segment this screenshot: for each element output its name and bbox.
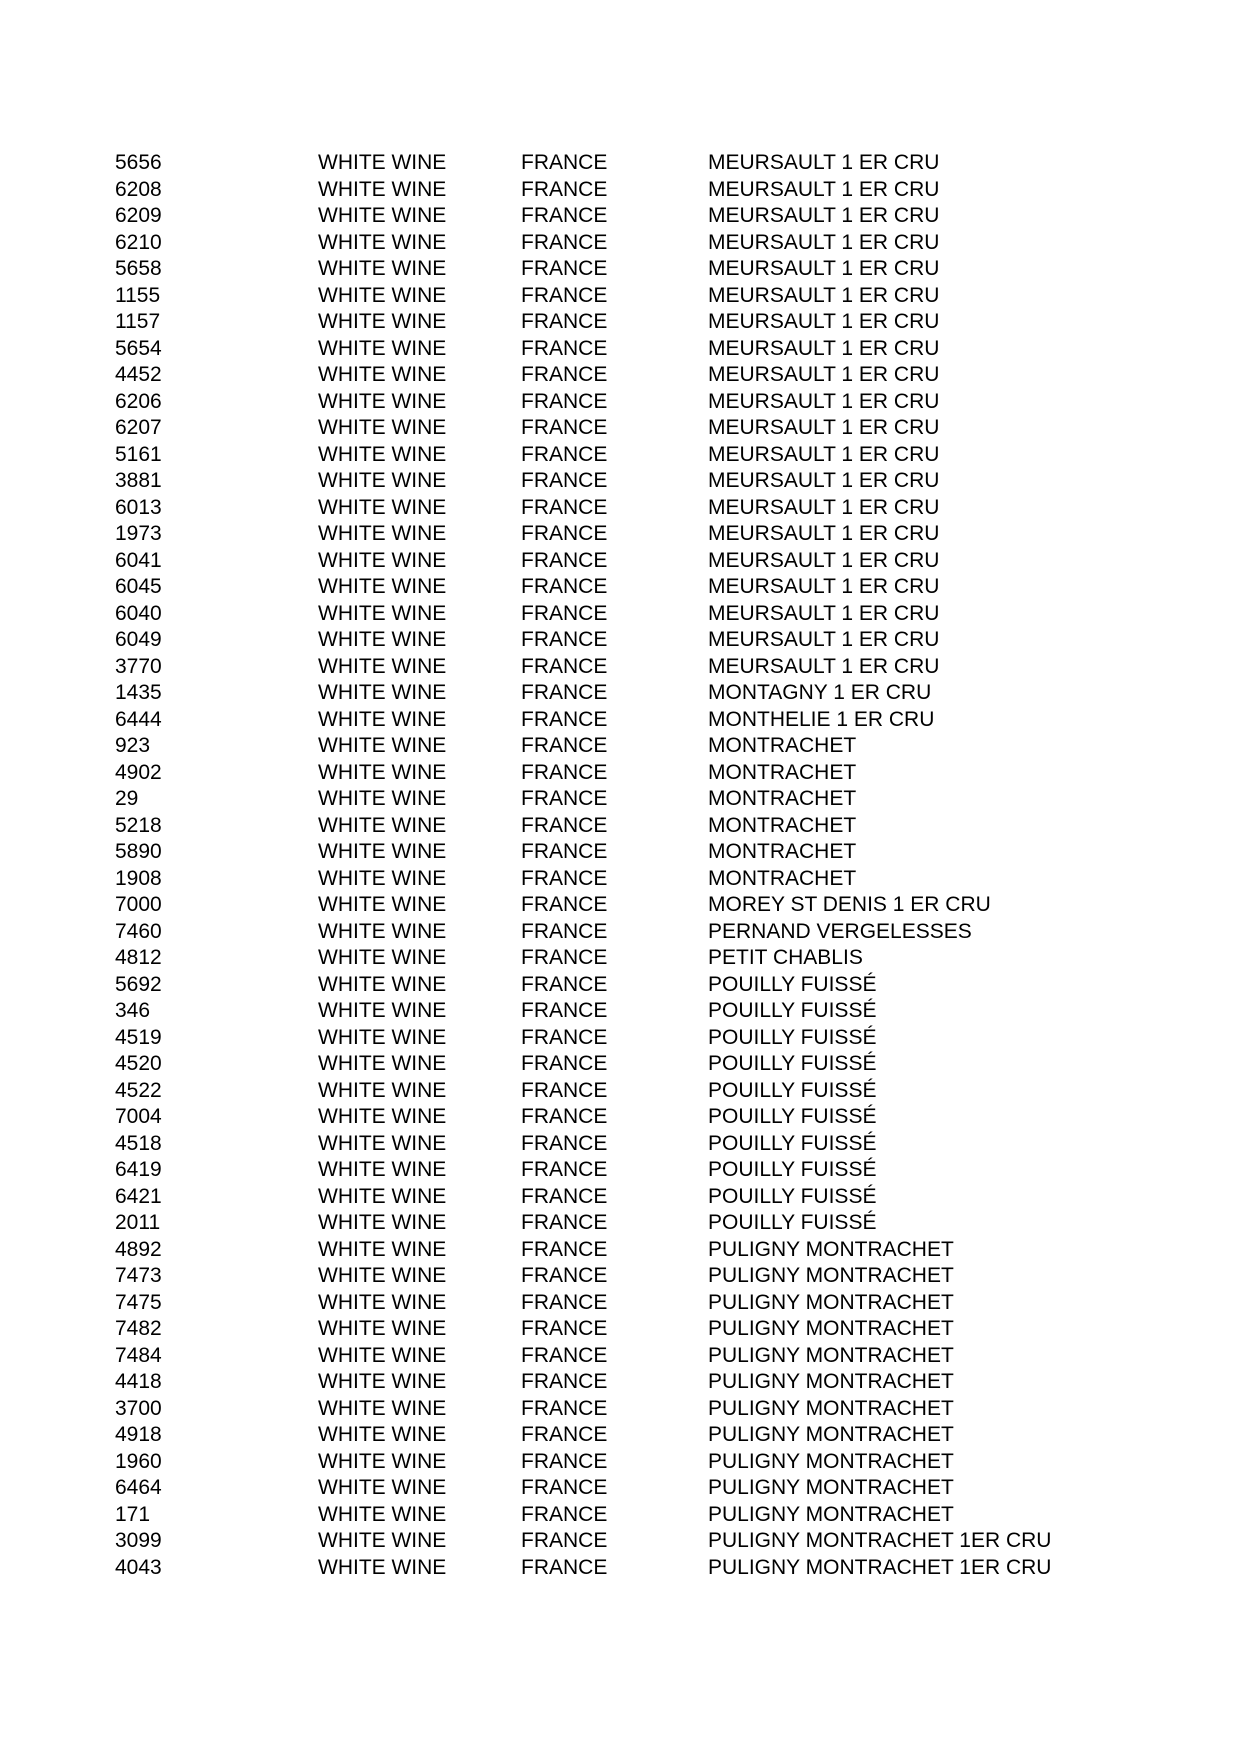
table-row: [0, 1528, 1241, 1555]
wine-type-cell: WHITE WINE: [318, 495, 447, 519]
wine-name-cell: POUILLY FUISSÉ: [708, 1158, 877, 1181]
wine-id-cell: 4520: [115, 1052, 162, 1075]
wine-id-cell: 7475: [115, 1290, 162, 1314]
table-row: [0, 1210, 1241, 1237]
wine-type-cell: WHITE WINE: [318, 1343, 447, 1367]
table-row: [0, 283, 1241, 310]
wine-type-cell: WHITE WINE: [318, 681, 447, 704]
table-row: [0, 1025, 1241, 1052]
wine-id-cell: 6419: [115, 1158, 162, 1181]
wine-id-cell: 1908: [115, 866, 162, 890]
wine-name-cell: MONTRACHET: [708, 840, 857, 863]
table-row: [0, 1078, 1241, 1105]
wine-country-cell: FRANCE: [521, 469, 608, 492]
wine-type-cell: WHITE WINE: [318, 1158, 447, 1181]
table-row: [0, 1555, 1241, 1582]
wine-name-cell: PULIGNY MONTRACHET: [708, 1237, 954, 1261]
table-row: [0, 1131, 1241, 1158]
wine-name-cell: MONTRACHET: [708, 866, 857, 890]
wine-type-cell: WHITE WINE: [318, 522, 447, 545]
wine-name-cell: PULIGNY MONTRACHET: [708, 1317, 954, 1340]
wine-name-cell: MEURSAULT 1 ER CRU: [708, 416, 940, 439]
wine-country-cell: FRANCE: [521, 310, 608, 333]
wine-name-cell: MEURSAULT 1 ER CRU: [708, 177, 940, 201]
wine-name-cell: MEURSAULT 1 ER CRU: [708, 389, 940, 413]
table-row: [0, 574, 1241, 601]
wine-country-cell: FRANCE: [521, 946, 608, 969]
table-row: [0, 1316, 1241, 1343]
wine-country-cell: FRANCE: [521, 1052, 608, 1075]
wine-type-cell: WHITE WINE: [318, 999, 447, 1022]
table-row: [0, 548, 1241, 575]
wine-type-cell: WHITE WINE: [318, 866, 447, 890]
wine-type-cell: WHITE WINE: [318, 1317, 447, 1340]
wine-country-cell: FRANCE: [521, 1529, 608, 1552]
wine-name-cell: POUILLY FUISSÉ: [708, 1184, 877, 1208]
wine-country-cell: FRANCE: [521, 442, 608, 466]
wine-name-cell: MEURSAULT 1 ER CRU: [708, 548, 940, 572]
wine-name-cell: POUILLY FUISSÉ: [708, 1078, 877, 1102]
wine-id-cell: 7000: [115, 893, 162, 916]
wine-country-cell: FRANCE: [521, 654, 608, 678]
wine-name-cell: PULIGNY MONTRACHET 1ER CRU: [708, 1529, 1052, 1552]
wine-id-cell: 3770: [115, 654, 162, 678]
wine-name-cell: PULIGNY MONTRACHET: [708, 1476, 954, 1499]
wine-type-cell: WHITE WINE: [318, 1025, 447, 1049]
wine-id-cell: 6421: [115, 1184, 162, 1208]
wine-id-cell: 2011: [115, 1211, 161, 1234]
table-row: [0, 707, 1241, 734]
table-row: [0, 1263, 1241, 1290]
wine-id-cell: 6045: [115, 575, 162, 598]
wine-type-cell: WHITE WINE: [318, 442, 447, 466]
table-row: [0, 1157, 1241, 1184]
wine-id-cell: 7473: [115, 1264, 162, 1287]
wine-country-cell: FRANCE: [521, 1290, 608, 1314]
wine-name-cell: MEURSAULT 1 ER CRU: [708, 230, 940, 254]
wine-country-cell: FRANCE: [521, 177, 608, 201]
wine-country-cell: FRANCE: [521, 363, 608, 386]
wine-country-cell: FRANCE: [521, 601, 608, 625]
wine-name-cell: MEURSAULT 1 ER CRU: [708, 257, 940, 280]
wine-country-cell: FRANCE: [521, 1370, 608, 1393]
wine-type-cell: WHITE WINE: [318, 1423, 447, 1446]
wine-type-cell: WHITE WINE: [318, 1211, 447, 1234]
table-row: [0, 1184, 1241, 1211]
wine-type-cell: WHITE WINE: [318, 310, 447, 333]
table-row: [0, 1369, 1241, 1396]
wine-type-cell: WHITE WINE: [318, 1078, 447, 1102]
wine-country-cell: FRANCE: [521, 1025, 608, 1049]
table-row: [0, 866, 1241, 893]
wine-type-cell: WHITE WINE: [318, 1105, 447, 1128]
wine-country-cell: FRANCE: [521, 522, 608, 545]
wine-id-cell: 4522: [115, 1078, 162, 1102]
wine-name-cell: PULIGNY MONTRACHET: [708, 1502, 954, 1526]
wine-type-cell: WHITE WINE: [318, 283, 447, 307]
wine-country-cell: FRANCE: [521, 1555, 608, 1579]
wine-id-cell: 1155: [115, 283, 161, 307]
wine-name-cell: MOREY ST DENIS 1 ER CRU: [708, 893, 991, 916]
wine-name-cell: POUILLY FUISSÉ: [708, 999, 877, 1022]
wine-type-cell: WHITE WINE: [318, 336, 447, 360]
wine-id-cell: 7484: [115, 1343, 162, 1367]
wine-name-cell: PETIT CHABLIS: [708, 946, 863, 969]
table-row: [0, 1396, 1241, 1423]
table-row: [0, 1104, 1241, 1131]
wine-id-cell: 5656: [115, 151, 162, 174]
wine-type-cell: WHITE WINE: [318, 707, 447, 731]
wine-name-cell: POUILLY FUISSÉ: [708, 1131, 877, 1155]
wine-name-cell: MEURSAULT 1 ER CRU: [708, 363, 940, 386]
wine-id-cell: 6040: [115, 601, 162, 625]
table-row: [0, 1343, 1241, 1370]
wine-type-cell: WHITE WINE: [318, 601, 447, 625]
wine-id-cell: 6208: [115, 177, 162, 201]
table-row: [0, 1290, 1241, 1317]
wine-id-cell: 6209: [115, 204, 162, 227]
wine-country-cell: FRANCE: [521, 787, 608, 810]
table-row: [0, 415, 1241, 442]
wine-id-cell: 29: [115, 787, 139, 810]
wine-name-cell: PULIGNY MONTRACHET: [708, 1396, 954, 1420]
wine-country-cell: FRANCE: [521, 1449, 608, 1473]
wine-type-cell: WHITE WINE: [318, 813, 447, 837]
wine-name-cell: MEURSAULT 1 ER CRU: [708, 495, 940, 519]
wine-type-cell: WHITE WINE: [318, 151, 447, 174]
wine-id-cell: 5161: [115, 442, 162, 466]
table-row: [0, 945, 1241, 972]
wine-id-cell: 1435: [115, 681, 162, 704]
wine-type-cell: WHITE WINE: [318, 575, 447, 598]
wine-type-cell: WHITE WINE: [318, 1449, 447, 1473]
wine-country-cell: FRANCE: [521, 1502, 608, 1526]
wine-type-cell: WHITE WINE: [318, 1555, 447, 1579]
wine-id-cell: 4452: [115, 363, 162, 386]
wine-name-cell: MEURSAULT 1 ER CRU: [708, 283, 940, 307]
wine-id-cell: 6041: [115, 548, 162, 572]
table-row: [0, 1051, 1241, 1078]
wine-id-cell: 3700: [115, 1396, 162, 1420]
wine-type-cell: WHITE WINE: [318, 734, 447, 757]
wine-type-cell: WHITE WINE: [318, 628, 447, 651]
wine-country-cell: FRANCE: [521, 336, 608, 360]
wine-id-cell: 3099: [115, 1529, 162, 1552]
table-row: [0, 919, 1241, 946]
wine-id-cell: 4043: [115, 1555, 162, 1579]
wine-country-cell: FRANCE: [521, 257, 608, 280]
table-row: [0, 521, 1241, 548]
wine-id-cell: 1973: [115, 522, 162, 545]
wine-type-cell: WHITE WINE: [318, 469, 447, 492]
wine-name-cell: POUILLY FUISSÉ: [708, 1025, 877, 1049]
wine-type-cell: WHITE WINE: [318, 1052, 447, 1075]
wine-type-cell: WHITE WINE: [318, 760, 447, 784]
wine-country-cell: FRANCE: [521, 1184, 608, 1208]
table-row: [0, 733, 1241, 760]
wine-id-cell: 5218: [115, 813, 162, 837]
wine-name-cell: MEURSAULT 1 ER CRU: [708, 442, 940, 466]
wine-id-cell: 6210: [115, 230, 162, 254]
table-row: [0, 362, 1241, 389]
wine-country-cell: FRANCE: [521, 813, 608, 837]
table-row: [0, 1449, 1241, 1476]
wine-country-cell: FRANCE: [521, 866, 608, 890]
wine-id-cell: 5654: [115, 336, 162, 360]
wine-name-cell: MONTRACHET: [708, 734, 857, 757]
table-row: [0, 389, 1241, 416]
wine-name-cell: POUILLY FUISSÉ: [708, 1211, 877, 1234]
wine-id-cell: 171: [115, 1502, 151, 1526]
wine-name-cell: MEURSAULT 1 ER CRU: [708, 628, 940, 651]
wine-country-cell: FRANCE: [521, 151, 608, 174]
wine-country-cell: FRANCE: [521, 1078, 608, 1102]
wine-id-cell: 1157: [115, 310, 161, 333]
wine-list-table: [0, 150, 1241, 1581]
wine-type-cell: WHITE WINE: [318, 1237, 447, 1261]
wine-country-cell: FRANCE: [521, 1423, 608, 1446]
wine-country-cell: FRANCE: [521, 893, 608, 916]
wine-id-cell: 1960: [115, 1449, 162, 1473]
wine-type-cell: WHITE WINE: [318, 1290, 447, 1314]
wine-type-cell: WHITE WINE: [318, 919, 447, 943]
wine-name-cell: MEURSAULT 1 ER CRU: [708, 601, 940, 625]
wine-type-cell: WHITE WINE: [318, 654, 447, 678]
wine-type-cell: WHITE WINE: [318, 787, 447, 810]
table-row: [0, 468, 1241, 495]
table-row: [0, 892, 1241, 919]
wine-id-cell: 4519: [115, 1025, 162, 1049]
wine-type-cell: WHITE WINE: [318, 1264, 447, 1287]
table-row: [0, 1502, 1241, 1529]
wine-name-cell: PULIGNY MONTRACHET: [708, 1449, 954, 1473]
table-row: [0, 336, 1241, 363]
table-row: [0, 786, 1241, 813]
wine-country-cell: FRANCE: [521, 1131, 608, 1155]
table-row: [0, 813, 1241, 840]
wine-type-cell: WHITE WINE: [318, 177, 447, 201]
wine-country-cell: FRANCE: [521, 1476, 608, 1499]
wine-type-cell: WHITE WINE: [318, 1370, 447, 1393]
wine-name-cell: PERNAND VERGELESSES: [708, 919, 972, 943]
wine-id-cell: 6444: [115, 707, 162, 731]
wine-country-cell: FRANCE: [521, 681, 608, 704]
table-row: [0, 654, 1241, 681]
wine-type-cell: WHITE WINE: [318, 1184, 447, 1208]
wine-country-cell: FRANCE: [521, 919, 608, 943]
wine-name-cell: PULIGNY MONTRACHET: [708, 1343, 954, 1367]
table-row: [0, 230, 1241, 257]
wine-name-cell: PULIGNY MONTRACHET: [708, 1423, 954, 1446]
wine-name-cell: POUILLY FUISSÉ: [708, 972, 877, 996]
wine-country-cell: FRANCE: [521, 204, 608, 227]
wine-country-cell: FRANCE: [521, 389, 608, 413]
wine-id-cell: 7482: [115, 1317, 162, 1340]
wine-name-cell: MEURSAULT 1 ER CRU: [708, 310, 940, 333]
wine-country-cell: FRANCE: [521, 734, 608, 757]
wine-type-cell: WHITE WINE: [318, 1529, 447, 1552]
wine-id-cell: 5890: [115, 840, 162, 863]
wine-country-cell: FRANCE: [521, 1211, 608, 1234]
wine-name-cell: MONTAGNY 1 ER CRU: [708, 681, 932, 704]
table-row: [0, 972, 1241, 999]
table-row: [0, 998, 1241, 1025]
wine-country-cell: FRANCE: [521, 1264, 608, 1287]
wine-name-cell: MONTRACHET: [708, 787, 857, 810]
wine-type-cell: WHITE WINE: [318, 1396, 447, 1420]
wine-id-cell: 3881: [115, 469, 162, 492]
table-row: [0, 309, 1241, 336]
wine-type-cell: WHITE WINE: [318, 389, 447, 413]
wine-name-cell: PULIGNY MONTRACHET: [708, 1370, 954, 1393]
wine-country-cell: FRANCE: [521, 628, 608, 651]
wine-type-cell: WHITE WINE: [318, 363, 447, 386]
wine-id-cell: 7460: [115, 919, 162, 943]
table-row: [0, 627, 1241, 654]
wine-id-cell: 6049: [115, 628, 162, 651]
wine-id-cell: 7004: [115, 1105, 162, 1128]
wine-id-cell: 4892: [115, 1237, 162, 1261]
wine-name-cell: MEURSAULT 1 ER CRU: [708, 204, 940, 227]
wine-name-cell: PULIGNY MONTRACHET: [708, 1264, 954, 1287]
wine-country-cell: FRANCE: [521, 230, 608, 254]
wine-country-cell: FRANCE: [521, 575, 608, 598]
wine-id-cell: 6206: [115, 389, 162, 413]
wine-country-cell: FRANCE: [521, 972, 608, 996]
table-row: [0, 1475, 1241, 1502]
wine-name-cell: MONTRACHET: [708, 813, 857, 837]
wine-country-cell: FRANCE: [521, 495, 608, 519]
wine-id-cell: 6013: [115, 495, 162, 519]
wine-type-cell: WHITE WINE: [318, 416, 447, 439]
table-row: [0, 256, 1241, 283]
wine-id-cell: 4902: [115, 760, 162, 784]
wine-country-cell: FRANCE: [521, 1317, 608, 1340]
wine-country-cell: FRANCE: [521, 1396, 608, 1420]
wine-id-cell: 6207: [115, 416, 162, 439]
wine-country-cell: FRANCE: [521, 1158, 608, 1181]
wine-country-cell: FRANCE: [521, 840, 608, 863]
wine-country-cell: FRANCE: [521, 1105, 608, 1128]
wine-id-cell: 4918: [115, 1423, 162, 1446]
wine-type-cell: WHITE WINE: [318, 230, 447, 254]
table-row: [0, 680, 1241, 707]
wine-id-cell: 5658: [115, 257, 162, 280]
table-row: [0, 442, 1241, 469]
wine-country-cell: FRANCE: [521, 548, 608, 572]
wine-id-cell: 923: [115, 734, 151, 757]
wine-type-cell: WHITE WINE: [318, 893, 447, 916]
wine-country-cell: FRANCE: [521, 1237, 608, 1261]
wine-name-cell: POUILLY FUISSÉ: [708, 1052, 877, 1075]
wine-id-cell: 4812: [115, 946, 162, 969]
wine-type-cell: WHITE WINE: [318, 1131, 447, 1155]
wine-country-cell: FRANCE: [521, 416, 608, 439]
wine-id-cell: 346: [115, 999, 151, 1022]
table-row: [0, 177, 1241, 204]
wine-id-cell: 4518: [115, 1131, 162, 1155]
table-row: [0, 839, 1241, 866]
table-row: [0, 203, 1241, 230]
wine-id-cell: 4418: [115, 1370, 162, 1393]
table-row: [0, 495, 1241, 522]
wine-id-cell: 6464: [115, 1476, 162, 1499]
wine-country-cell: FRANCE: [521, 283, 608, 307]
wine-name-cell: MEURSAULT 1 ER CRU: [708, 575, 940, 598]
wine-name-cell: POUILLY FUISSÉ: [708, 1105, 877, 1128]
wine-type-cell: WHITE WINE: [318, 204, 447, 227]
wine-name-cell: MEURSAULT 1 ER CRU: [708, 336, 940, 360]
wine-name-cell: MONTHELIE 1 ER CRU: [708, 707, 935, 731]
wine-name-cell: MEURSAULT 1 ER CRU: [708, 151, 940, 174]
wine-country-cell: FRANCE: [521, 707, 608, 731]
wine-id-cell: 5692: [115, 972, 162, 996]
wine-name-cell: MONTRACHET: [708, 760, 857, 784]
wine-country-cell: FRANCE: [521, 1343, 608, 1367]
wine-country-cell: FRANCE: [521, 999, 608, 1022]
table-row: [0, 1237, 1241, 1264]
wine-type-cell: WHITE WINE: [318, 257, 447, 280]
table-row: [0, 760, 1241, 787]
wine-type-cell: WHITE WINE: [318, 946, 447, 969]
table-row: [0, 150, 1241, 177]
wine-type-cell: WHITE WINE: [318, 548, 447, 572]
wine-name-cell: MEURSAULT 1 ER CRU: [708, 522, 940, 545]
wine-name-cell: MEURSAULT 1 ER CRU: [708, 654, 940, 678]
table-row: [0, 1422, 1241, 1449]
wine-type-cell: WHITE WINE: [318, 840, 447, 863]
wine-type-cell: WHITE WINE: [318, 1476, 447, 1499]
wine-country-cell: FRANCE: [521, 760, 608, 784]
wine-type-cell: WHITE WINE: [318, 1502, 447, 1526]
wine-name-cell: PULIGNY MONTRACHET: [708, 1290, 954, 1314]
wine-name-cell: MEURSAULT 1 ER CRU: [708, 469, 940, 492]
table-row: [0, 601, 1241, 628]
wine-type-cell: WHITE WINE: [318, 972, 447, 996]
wine-name-cell: PULIGNY MONTRACHET 1ER CRU: [708, 1555, 1052, 1579]
